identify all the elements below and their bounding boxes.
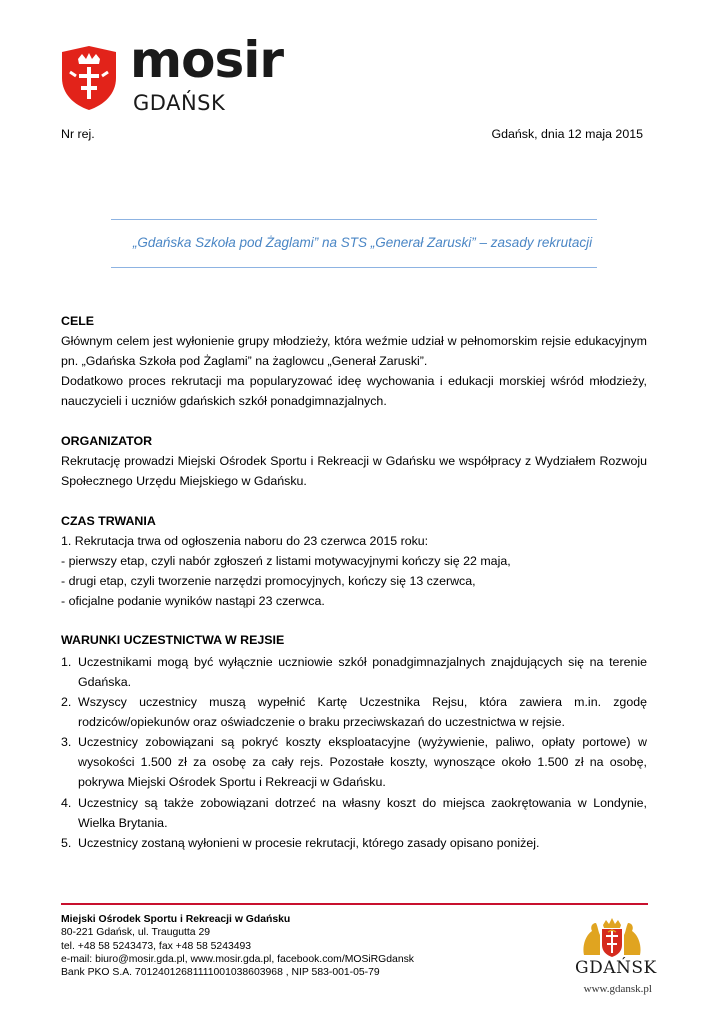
mosir-crest-icon <box>58 42 120 112</box>
organizator-paragraph: Rekrutację prowadzi Miejski Ośrodek Sportu i Rekreacji w Gdańsku we współpracy z Wydziałem Rozwoju Społecznego Urzędu Miejskiego w Gdańsku. <box>61 454 647 488</box>
czas-line: - drugi etap, czyli tworzenie narzędzi promocyjnych, kończy się 13 czerwca, <box>61 574 476 588</box>
document-date: Gdańsk, dnia 12 maja 2015 <box>491 127 643 141</box>
section-heading-czas-trwania: CZAS TRWANIA <box>61 514 156 528</box>
title-rule-bottom <box>111 267 597 268</box>
list-item <box>61 732 647 792</box>
footer-org-name: Miejski Ośrodek Sportu i Rekreacji w Gdańsku <box>61 914 291 925</box>
list-item <box>61 692 647 732</box>
document-title: „Gdańska Szkoła pod Żaglami” na STS „Generał Zaruski” – zasady rekrutacji <box>132 235 593 250</box>
list-item-number: 2. <box>61 695 72 709</box>
czas-line: 1. Rekrutacja trwa od ogłoszenia naboru do 23 czerwca 2015 roku: <box>61 534 429 548</box>
list-item <box>61 793 647 833</box>
list-item-text: Uczestnicy są także zobowiązani dotrzeć na własny koszt do miejsca zaokrętowania w Londynie, Wielka Brytania. <box>78 796 647 830</box>
list-item-text: Uczestnicy zobowiązani są pokryć koszty eksploatacyjne (wyżywienie, paliwo, opłaty portowe) w wysokości 1.500 zł za osobę za cały rejs. Pozostałe koszty, wynoszące około 1.500 zł na osobę, pokrywa Miejski Ośrodek Sportu i Rekreacji w Gdańsku. <box>78 735 647 789</box>
list-item-number: 5. <box>61 836 72 850</box>
title-rule-top <box>111 219 597 220</box>
footer-contact-block <box>61 913 414 979</box>
list-item-text: Wszyscy uczestnicy muszą wypełnić Kartę Uczestnika Rejsu, która zawiera m.in. zgodę rodziców/opiekunów oraz oświadczenie o braku przeciwskazań do uczestnictwa w rejsie. <box>78 695 647 729</box>
footer-address: 80-221 Gdańsk, ul. Traugutta 29 <box>61 927 211 939</box>
gdansk-url: www.gdansk.pl <box>583 983 652 995</box>
footer-divider <box>61 903 648 905</box>
czas-line: - oficjalne podanie wyników nastąpi 23 czerwca. <box>61 594 325 608</box>
list-item <box>61 652 647 692</box>
registration-number-label: Nr rej. <box>61 127 95 141</box>
section-heading-warunki: WARUNKI UCZESTNICTWA W REJSIE <box>61 633 285 647</box>
list-item-text: Uczestnikami mogą być wyłącznie uczniowie szkół ponadgimnazjalnych znajdujących się na terenie Gdańska. <box>78 655 647 689</box>
list-item-number: 4. <box>61 796 72 810</box>
czas-line: - pierwszy etap, czyli nabór zgłoszeń z listami motywacyjnymi kończy się 22 maja, <box>61 554 511 568</box>
section-heading-organizator: ORGANIZATOR <box>61 434 153 448</box>
list-item-number: 3. <box>61 735 72 749</box>
list-item <box>61 833 647 853</box>
footer-phone: tel. +48 58 5243473, fax +48 58 5243493 <box>61 940 252 952</box>
gdansk-logo-text: GDAŃSK <box>575 958 657 978</box>
section-heading-cele: CELE <box>61 314 95 328</box>
mosir-city-label: GDAŃSK <box>133 91 226 115</box>
mosir-wordmark: mosir <box>130 31 284 89</box>
list-item-text: Uczestnicy zostaną wyłonieni w procesie rekrutacji, którego zasady opisano poniżej. <box>78 836 540 850</box>
list-item-number: 1. <box>61 655 72 669</box>
cele-paragraph-2: Dodatkowo proces rekrutacji ma popularyzować ideę wychowania i edukacji morskiej wśród młodzieży, nauczycieli i uczniów gdańskich szkół ponadgimnazjalnych. <box>61 374 647 408</box>
gdansk-coat-of-arms-icon <box>578 915 646 959</box>
cele-paragraph-1: Głównym celem jest wyłonienie grupy młodzieży, która weźmie udział w pełnomorskim rejsie edukacyjnym pn. „Gdańska Szkoła pod Żaglami” na żaglowcu „Generał Zaruski”. <box>61 334 647 368</box>
footer-web: e-mail: biuro@mosir.gda.pl, www.mosir.gda.pl, facebook.com/MOSiRGdansk <box>61 953 414 965</box>
footer-bank: Bank PKO S.A. 70124012681111001038603968 , NIP 583-001-05-79 <box>61 967 380 979</box>
